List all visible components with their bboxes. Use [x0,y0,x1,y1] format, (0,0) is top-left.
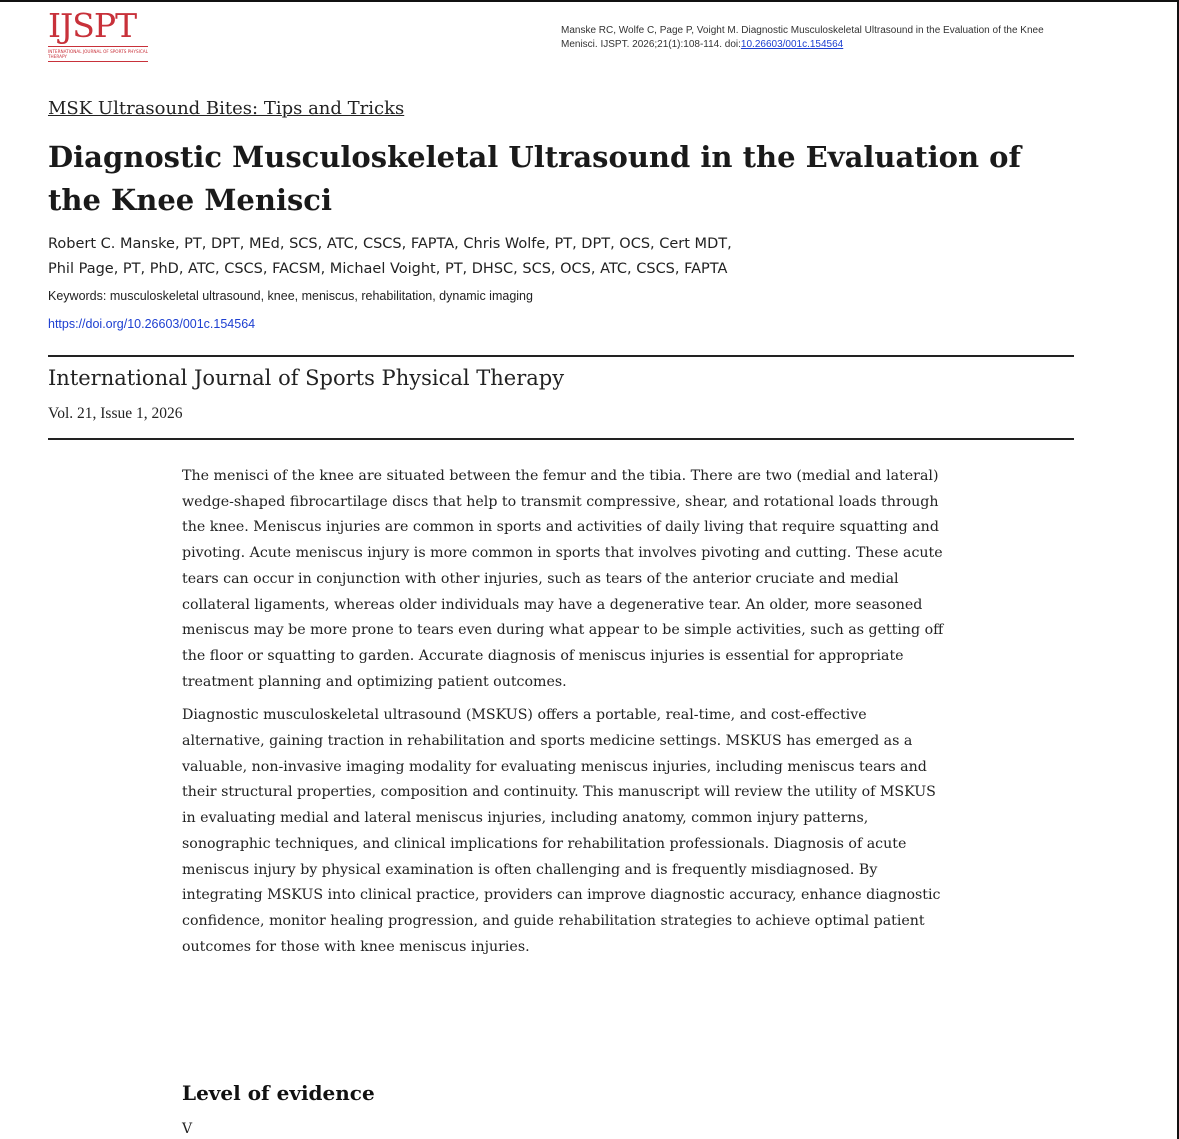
citation [561,24,1081,52]
abstract-paragraph-2: Diagnostic musculoskeletal ultrasound (MSKUS) offers a portable, real-time, and cost-effective alternative, gaining traction in rehabilitation and sports medicine settings. MSKUS has emerged as a valuable, non-invasive imaging modality for evaluating meniscus injuries, including meniscus tears and their structural properties, composition and continuity. This manuscript will review the utility of MSKUS in evaluating medial and lateral meniscus injuries, including anatomy, common injury patterns, sonographic techniques, and clinical implications for rehabilitation professionals. Diagnosis of acute meniscus injury by physical examination is often challenging and is frequently misdiagnosed. By integrating MSKUS into clinical practice, providers can improve diagnostic accuracy, enhance diagnostic confidence, monitor healing progression, and guide rehabilitation strategies to achieve optimal patient outcomes for those with knee meniscus injuries. [182,707,941,955]
article-title: Diagnostic Musculoskeletal Ultrasound in the Evaluation of the Knee Menisci [48,140,1022,217]
citation-text: Manske RC, Wolfe C, Page P, Voight M. Diagnostic Musculoskeletal Ultrasound in the Evaluation of the Knee Menisci. IJSPT. 2026;21(1):108-114. doi: [561,25,1044,50]
top-border [0,0,1179,2]
abstract-paragraph-1: The menisci of the knee are situated between the femur and the tibia. There are two (medial and lateral) wedge-shaped fibrocartilage discs that help to transmit compressive, shear, and rotational loads through the knee. Meniscus injuries are common in sports and activities of daily living that require squatting and pivoting. Acute meniscus injury is more common in sports that involves pivoting and cutting. These acute tears can occur in conjunction with other injuries, such as tears of the anterior cruciate and medial collateral ligaments, whereas older individuals may have a degenerative tear. An older, more seasoned meniscus may be more prone to tears even during what appear to be simple activities, such as getting off the floor or squatting to garden. Accurate diagnosis of meniscus injuries is essential for appropriate treatment planning and optimizing patient outcomes. [182,468,944,690]
divider-bottom [48,438,1074,440]
divider-top [48,355,1074,357]
level-of-evidence-heading: Level of evidence [182,1081,375,1105]
journal-name: International Journal of Sports Physical Therapy [48,366,565,390]
logo-acronym: IJSPT [48,6,137,45]
authors-line-1: Robert C. Manske, PT, DPT, MEd, SCS, ATC, CSCS, FAPTA, Chris Wolfe, PT, DPT, OCS, Cert MDT, [48,236,732,252]
journal-logo [48,8,150,62]
doi-link[interactable]: https://doi.org/10.26603/001c.154564 [48,317,256,331]
author-list [48,232,948,282]
citation-doi-link[interactable]: 10.26603/001c.154564 [740,39,844,50]
journal-volume: Vol. 21, Issue 1, 2026 [48,405,183,422]
logo-rule [48,61,148,62]
logo-subtitle: INTERNATIONAL JOURNAL OF SPORTS PHYSICAL THERAPY [48,46,148,59]
section-label[interactable]: MSK Ultrasound Bites: Tips and Tricks [48,98,405,119]
abstract-body [182,464,944,968]
authors-line-2: Phil Page, PT, PhD, ATC, CSCS, FACSM, Michael Voight, PT, DHSC, SCS, OCS, ATC, CSCS, FAPTA [48,261,728,277]
level-of-evidence-value: V [182,1121,193,1137]
keywords: Keywords: musculoskeletal ultrasound, knee, meniscus, rehabilitation, dynamic imaging [48,289,533,303]
